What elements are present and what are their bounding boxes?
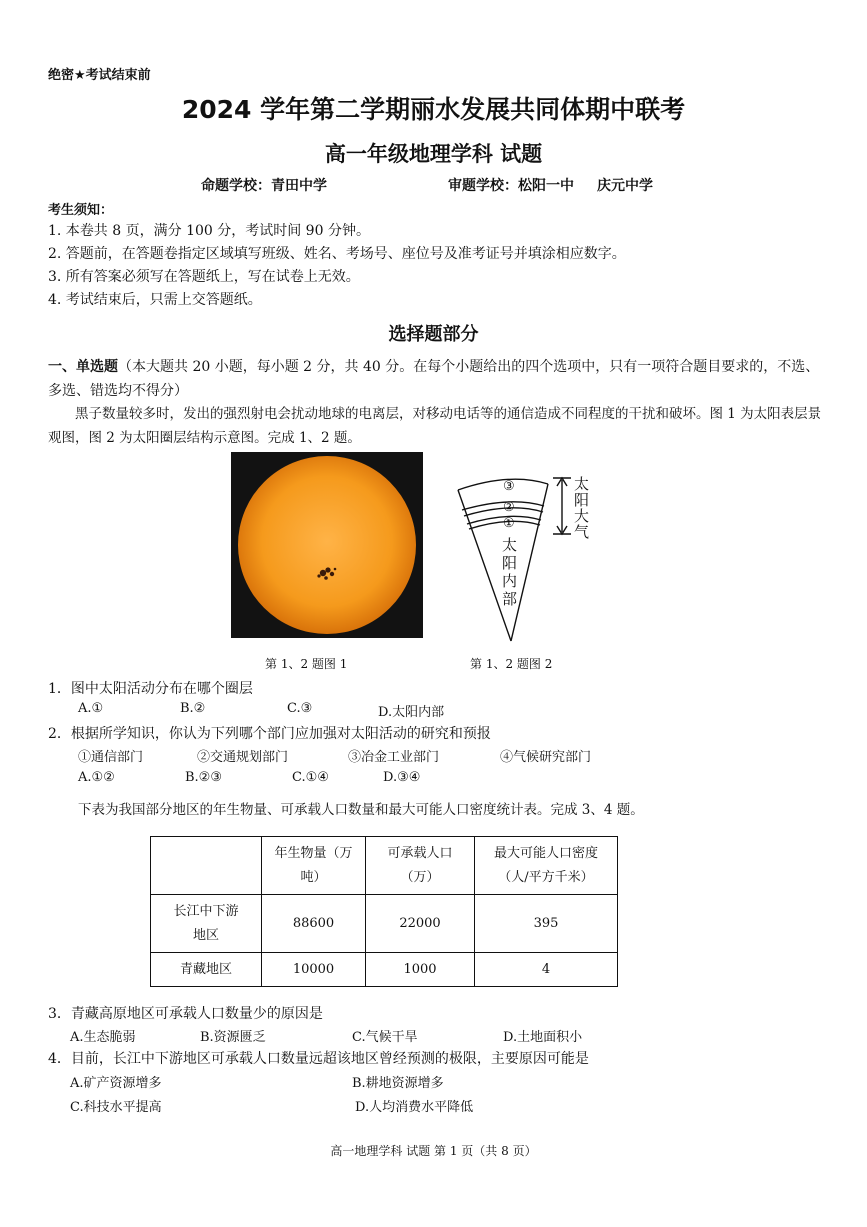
atmosphere-label-3: 大	[574, 507, 590, 525]
question-4-option-d: D.人均消费水平降低	[355, 1100, 474, 1115]
table-cell: 10000	[262, 953, 366, 987]
question-2-item: ①通信部门	[78, 750, 144, 765]
table-cell: 88600	[262, 895, 366, 953]
table-cell: 22000	[366, 895, 475, 953]
table-row	[151, 895, 618, 953]
section-intro-label: 一、单选题	[48, 359, 118, 375]
interior-label-4: 部	[502, 590, 518, 608]
notice-heading: 考生须知：	[48, 203, 114, 218]
table-cell-region: 青藏地区	[151, 953, 262, 987]
layer-1-label: ①	[503, 516, 515, 531]
page-footer: 高一地理学科 试题 第 1 页（共 8 页）	[330, 1144, 537, 1158]
population-capacity-table	[150, 836, 618, 987]
question-4-option-c: C.科技水平提高	[70, 1100, 162, 1115]
question-2-option-c: C.①④	[292, 770, 329, 785]
reviewer-school-1: 审题学校：松阳一中	[448, 178, 574, 194]
figure-1-caption: 第 1、2 题图 1	[265, 657, 348, 671]
confidential-mark: 绝密★考试结束前	[48, 68, 151, 83]
question-2-item: ④气候研究部门	[500, 750, 592, 765]
figure-2-caption: 第 1、2 题图 2	[470, 657, 553, 671]
passage-1: 黑子数量较多时，发出的强烈射电会扰动地球的电离层，对移动电话等的通信造成不同程度的干扰和破坏。图 1 为太阳表层景观图，图 2 为太阳圈层结构示意图。完成 1、2 题。	[48, 406, 822, 446]
exam-subtitle: 高一年级地理学科 试题	[324, 142, 543, 166]
question-3-option-b: B.资源匮乏	[200, 1030, 266, 1045]
question-1-stem: 1．图中太阳活动分布在哪个圈层	[48, 681, 253, 697]
question-2-item: ②交通规划部门	[197, 750, 289, 765]
exam-title: 2024 学年第二学期丽水发展共同体期中联考	[181, 95, 686, 124]
question-1-option-a: A.①	[78, 701, 104, 716]
question-3-stem: 3．青藏高原地区可承载人口数量少的原因是	[48, 1006, 323, 1022]
question-4-option-a: A.矿产资源增多	[70, 1076, 162, 1091]
notice-item: 1. 本卷共 8 页，满分 100 分，考试时间 90 分钟。	[48, 223, 370, 239]
sun-surface-photo	[231, 452, 423, 638]
question-1-option-d: D.太阳内部	[378, 705, 445, 720]
table-cell-region: 长江中下游 地区	[151, 895, 262, 953]
table-row	[151, 953, 618, 987]
question-4-stem: 4．目前，长江中下游地区可承载人口数量远超该地区曾经预测的极限，主要原因可能是	[48, 1051, 589, 1067]
table-header-cell: 最大可能人口密度 （人/平方千米）	[475, 837, 618, 895]
atmosphere-label-2: 阳	[574, 491, 590, 509]
table-header-cell: 可承载人口 （万）	[366, 837, 475, 895]
question-3-option-a: A.生态脆弱	[70, 1030, 136, 1045]
atmosphere-label-4: 气	[574, 523, 590, 541]
question-2-option-b: B.②③	[185, 770, 222, 785]
question-4-option-b: B.耕地资源增多	[352, 1076, 444, 1091]
question-2-item: ③冶金工业部门	[348, 750, 440, 765]
notice-item: 2. 答题前，在答题卷指定区域填写班级、姓名、考场号、座位号及准考证号并填涂相应数字。	[48, 246, 626, 262]
setter-school: 命题学校：青田中学	[201, 178, 327, 194]
table-header-cell	[151, 837, 262, 895]
notice-item: 4. 考试结束后，只需上交答题纸。	[48, 292, 262, 308]
reviewer-school-2: 庆元中学	[597, 178, 653, 194]
section-title: 选择题部分	[388, 324, 479, 345]
notice-item: 3. 所有答案必须写在答题纸上，写在试卷上无效。	[48, 269, 360, 285]
layer-3-label: ③	[503, 479, 515, 494]
solar-layer-diagram	[448, 466, 598, 644]
layer-2-label: ②	[503, 500, 515, 515]
table-cell: 4	[475, 953, 618, 987]
question-2-option-d: D.③④	[383, 770, 421, 785]
section-intro-text: （本大题共 20 小题，每小题 2 分，共 40 分。在每个小题给出的四个选项中，只有一项符合题目要求的，不选、多选、错选均不得分）	[48, 359, 820, 399]
interior-label-1: 太	[502, 536, 518, 554]
atmosphere-label-1: 太	[574, 475, 590, 493]
question-3-option-d: D.土地面积小	[503, 1030, 583, 1045]
question-2-option-a: A.①②	[78, 770, 115, 785]
question-1-option-c: C.③	[287, 701, 313, 716]
question-2-stem: 2．根据所学知识，你认为下列哪个部门应加强对太阳活动的研究和预报	[48, 726, 491, 742]
interior-label-2: 阳	[502, 554, 518, 572]
question-1-option-b: B.②	[180, 701, 206, 716]
interior-label-3: 内	[502, 572, 518, 590]
passage-2: 下表为我国部分地区的年生物量、可承载人口数量和最大可能人口密度统计表。完成 3、4 题。	[78, 802, 644, 818]
table-cell: 395	[475, 895, 618, 953]
table-cell: 1000	[366, 953, 475, 987]
section-intro	[48, 355, 828, 403]
question-3-option-c: C.气候干旱	[352, 1030, 418, 1045]
table-header-cell: 年生物量（万 吨）	[262, 837, 366, 895]
table-header-row	[151, 837, 618, 895]
